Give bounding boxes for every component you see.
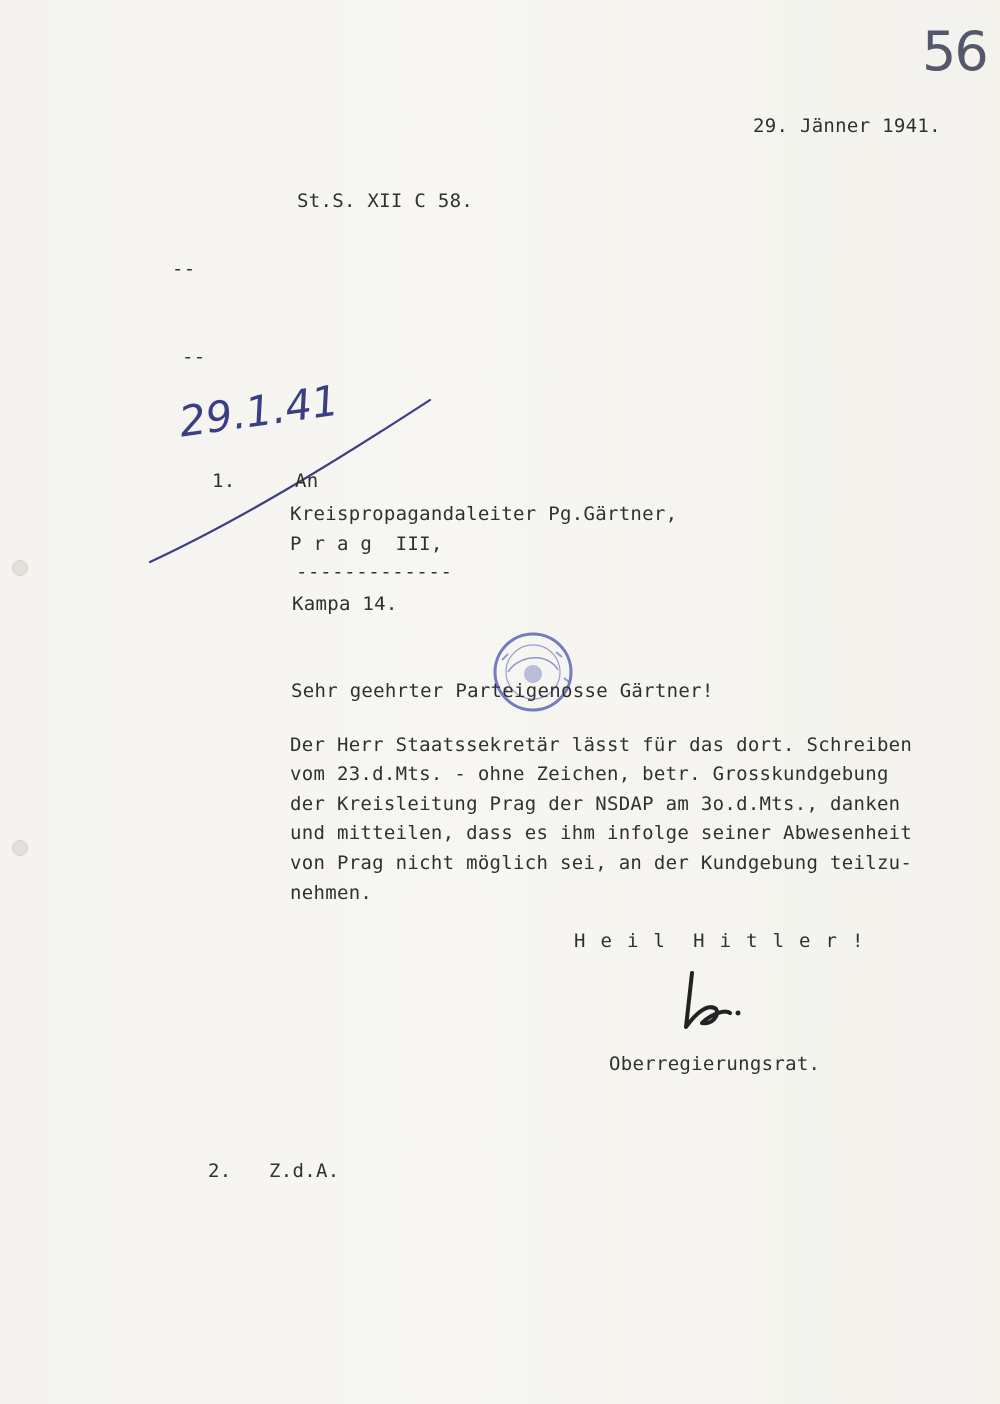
letter-date: 29. Jänner 1941. xyxy=(753,115,941,137)
handwritten-signature xyxy=(676,965,756,1045)
dash-mark: -- xyxy=(172,258,196,280)
body-line: nehmen. xyxy=(290,882,373,904)
dash-mark: -- xyxy=(182,346,206,368)
item-2-text: Z.d.A. xyxy=(269,1160,340,1182)
signature-title: Oberregierungsrat. xyxy=(609,1053,821,1075)
recipient-city: P r a g III, xyxy=(290,533,443,555)
closing-salute: H e i l H i t l e r ! xyxy=(574,930,866,952)
recipient-prefix: An xyxy=(295,470,319,492)
archive-number: 56 xyxy=(922,20,987,83)
recipient-city-underline: ------------- xyxy=(296,561,453,583)
punch-hole xyxy=(12,840,28,856)
handwritten-date: 29.1.41 xyxy=(176,375,342,447)
item-number-1: 1. xyxy=(212,470,236,492)
reference-number: St.S. XII C 58. xyxy=(297,190,474,212)
punch-hole xyxy=(12,560,28,576)
body-line: und mitteilen, dass es ihm infolge seiner Abwesenheit xyxy=(290,822,913,844)
recipient-street: Kampa 14. xyxy=(292,593,398,615)
greeting: Sehr geehrter Parteigenosse Gärtner! xyxy=(291,680,714,702)
recipient-name: Kreispropagandaleiter Pg.Gärtner, xyxy=(290,503,678,525)
item-number-2: 2. xyxy=(208,1160,232,1182)
body-line: vom 23.d.Mts. - ohne Zeichen, betr. Grosskundgebung xyxy=(290,763,889,785)
body-line: der Kreisleitung Prag der NSDAP am 3o.d.Mts., danken xyxy=(290,793,901,815)
body-line: Der Herr Staatssekretär lässt für das dort. Schreiben xyxy=(290,734,913,756)
body-line: von Prag nicht möglich sei, an der Kundgebung teilzu- xyxy=(290,852,913,874)
